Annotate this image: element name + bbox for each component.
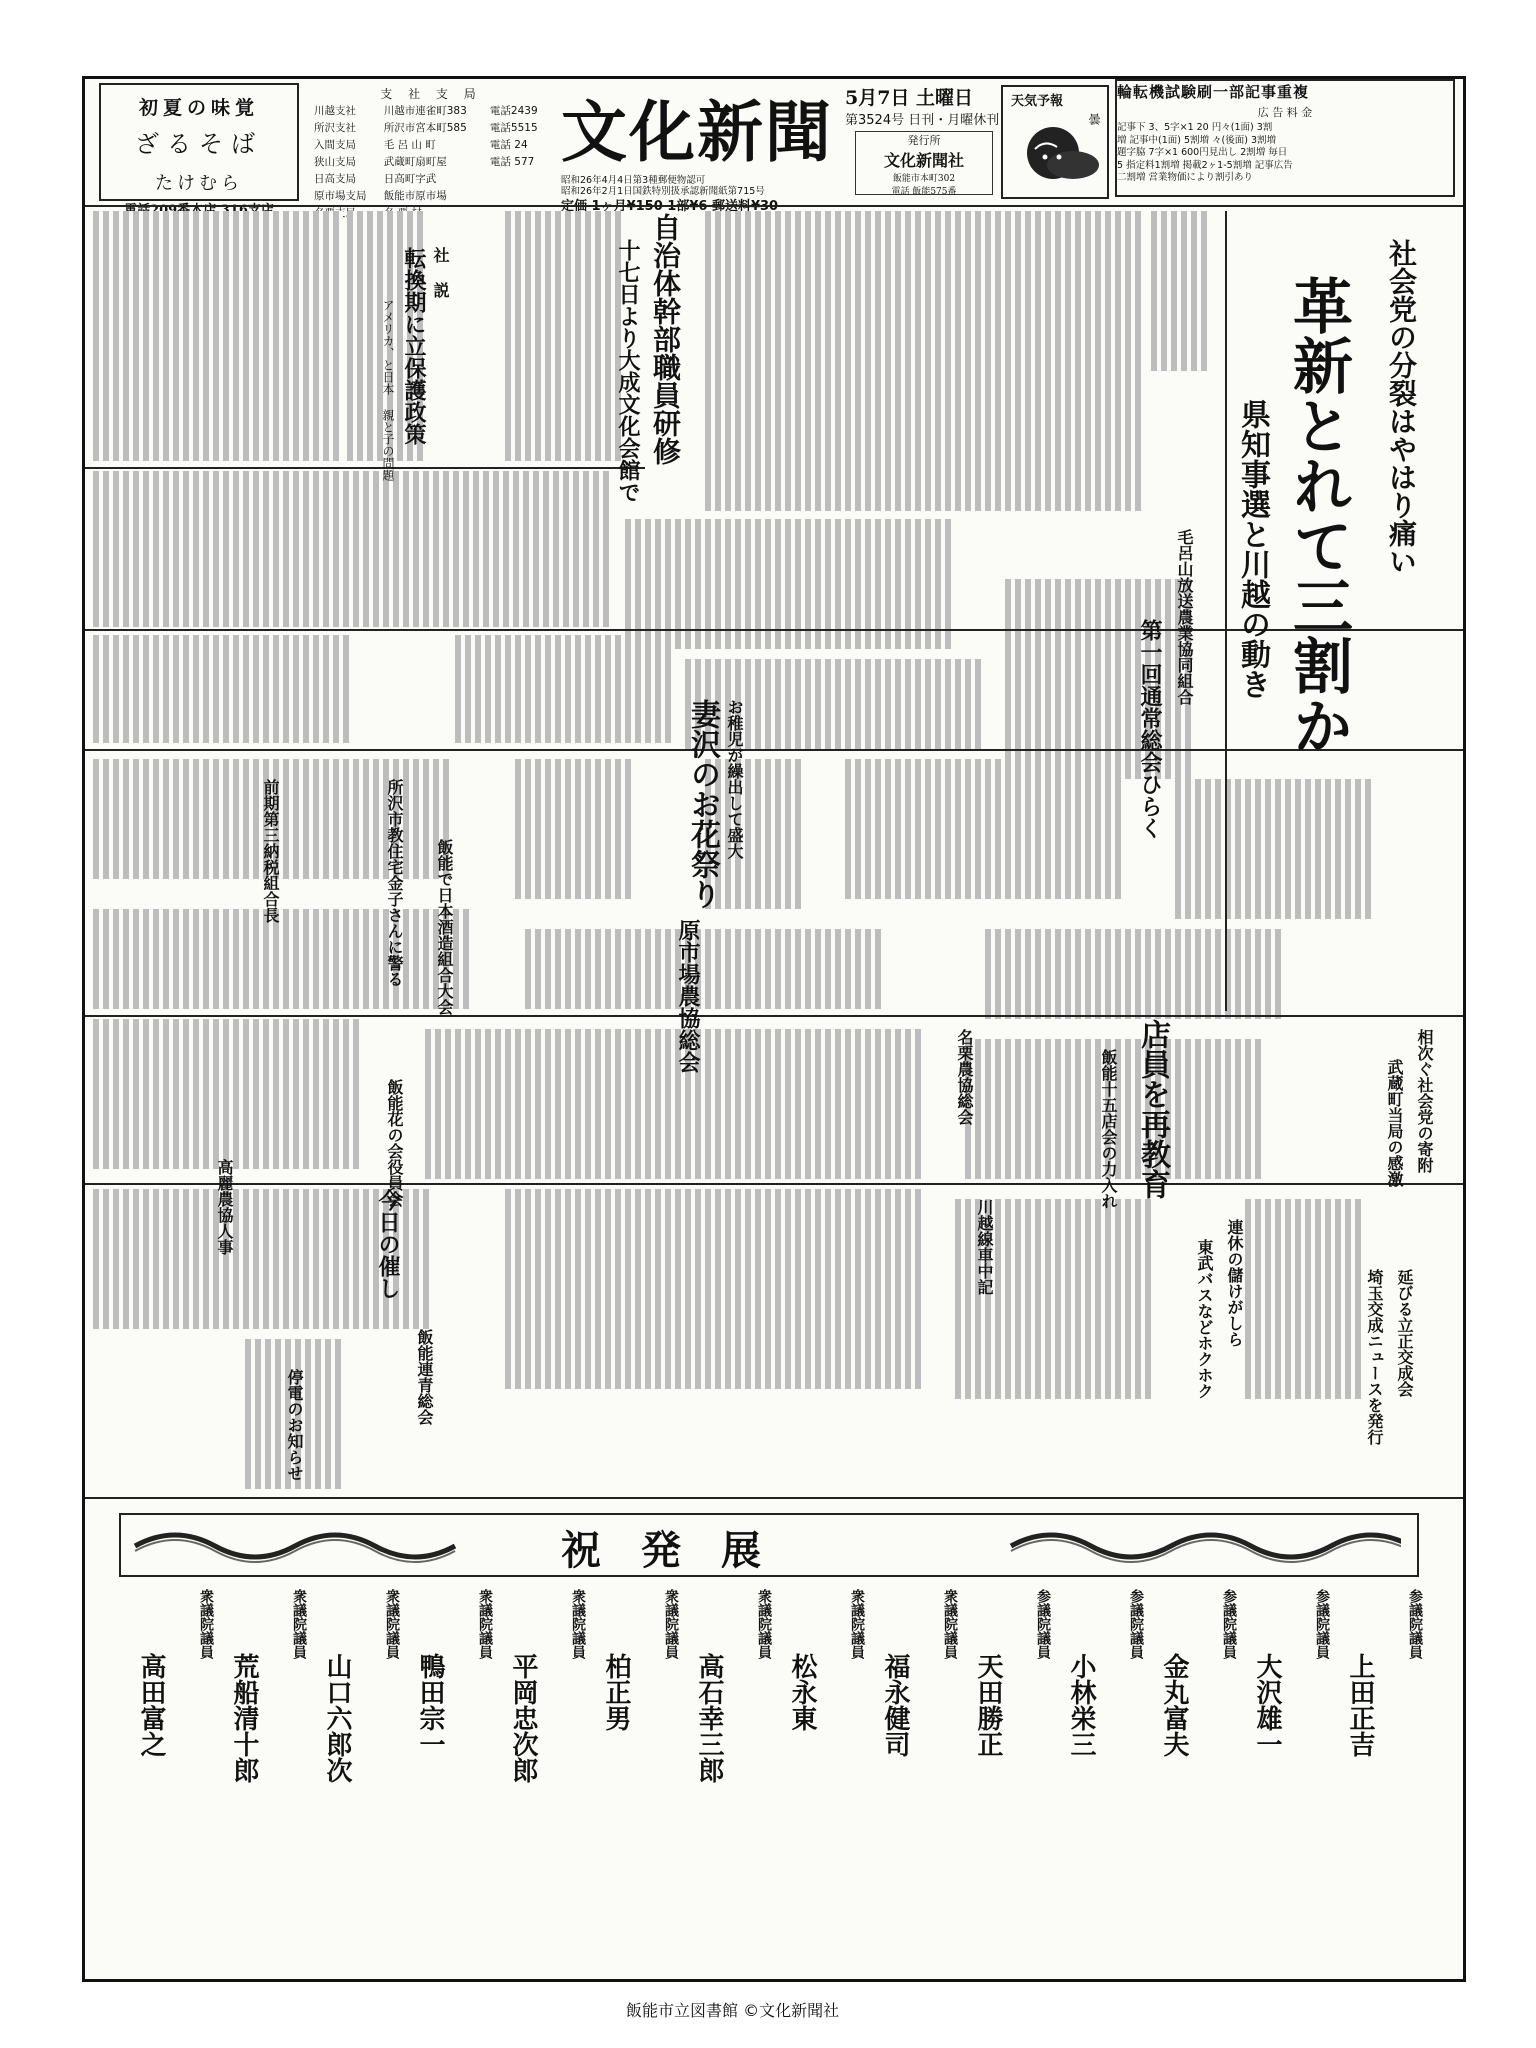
person-name: 荒船清十郎 — [229, 1653, 259, 1783]
article-body-block — [985, 929, 1285, 1019]
branch-tel: 電話2439 — [489, 105, 538, 117]
postal-registration — [561, 175, 765, 197]
registration-line: 昭和26年4月4日第3種郵便物認可 — [561, 175, 706, 186]
publisher-address: 飯能市本町302 — [892, 174, 956, 184]
ad-rate-line: 増 記事中(1面) 5割増 々(後面) 3割増 — [1117, 134, 1277, 146]
person-role: 衆議院議員 — [570, 1589, 586, 1659]
person-name: 大沢雄一 — [1252, 1653, 1282, 1757]
ad-dish: ざるそば — [135, 130, 263, 158]
article-body-block — [1245, 1199, 1365, 1399]
congrats-entry — [589, 1589, 685, 1939]
ad-rate-title: 広 告 料 金 — [1257, 106, 1313, 119]
headline-side: 県知事選と川越の動き — [1235, 399, 1270, 699]
article-body-block — [845, 759, 1125, 899]
person-role: 衆議院議員 — [663, 1589, 679, 1659]
article-body-block — [93, 471, 613, 627]
ornament-left-icon — [125, 1521, 485, 1571]
article-body-block — [525, 929, 885, 1009]
weather-condition: 曇 — [1087, 113, 1101, 125]
article-body-block — [1175, 779, 1375, 919]
headline-flower-assoc: 飯能花の会役員会 — [385, 1079, 404, 1207]
headline-local-coop: 原市場農協総会 — [675, 919, 701, 1073]
column-rule — [85, 1183, 1465, 1185]
branch-name: 入間支局 — [314, 139, 356, 151]
headline-today-events: 今日の催し — [375, 1189, 401, 1299]
person-role: 衆議院議員 — [849, 1589, 865, 1659]
headline-farm-coop: 毛呂山放送農業協同組合 — [1175, 529, 1194, 705]
person-role: 衆議院議員 — [384, 1589, 400, 1659]
person-role: 衆議院議員 — [477, 1589, 493, 1659]
person-role: 参議院議員 — [1221, 1589, 1237, 1659]
congrats-entry — [496, 1589, 592, 1939]
weather-box — [1001, 85, 1109, 199]
ornament-right-icon — [1001, 1521, 1401, 1571]
headline-koma-coop: 高麗農協人事 — [215, 1159, 234, 1255]
ad-season: 初夏の味覚 — [138, 97, 259, 119]
branch-tel: 電話5515 — [489, 122, 538, 134]
congrats-entry — [775, 1589, 871, 1939]
branch-addr: 毛 呂 山 町 — [383, 139, 436, 151]
headline-donation: 相次ぐ社会党の寄附 — [1415, 1029, 1434, 1173]
headline-rissei-sub: 埼玉交成ニュースを発行 — [1365, 1269, 1384, 1445]
person-name: 鴨田宗一 — [415, 1653, 445, 1757]
branch-row — [311, 170, 551, 187]
person-name: 金丸富夫 — [1159, 1653, 1189, 1757]
person-name: 天田勝正 — [973, 1653, 1003, 1757]
branch-addr: 所沢市宮本町585 — [383, 122, 467, 134]
headline-donation-sub: 武蔵町当局の感激 — [1385, 1059, 1404, 1187]
headline-bus: 連休の儲けがしら — [1225, 1219, 1244, 1347]
person-role: 参議院議員 — [1035, 1589, 1051, 1659]
branch-addr: 日高町字武 — [383, 173, 437, 185]
article-body-block — [93, 1019, 363, 1169]
headline-main: 革新とれて三割か — [1283, 275, 1353, 755]
ad-rate-line: 記事下 3、5字×1 20 円々(1面) 3割 — [1117, 122, 1273, 133]
ad-rate-line: 二割増 営業物価により割引あり — [1117, 172, 1254, 183]
person-role: 衆議院議員 — [291, 1589, 307, 1659]
person-role: 衆議院議員 — [198, 1589, 214, 1659]
branch-name: 狭山支局 — [314, 156, 356, 168]
ad-rate-line: 5 指定料1割増 掲載2ヶ1-5割増 記事広告 — [1117, 159, 1293, 171]
person-role: 衆議院議員 — [942, 1589, 958, 1659]
headline-sake: 飯能で日本酒造組合大会 — [435, 839, 454, 1015]
headline-farm-meeting: 第一回通常総会ひらく — [1137, 619, 1163, 839]
branch-table — [311, 102, 551, 221]
newspaper-title: 文化新聞 — [561, 93, 833, 171]
archive-credit: 飯能市立図書館 ©文化新聞社 — [626, 2001, 840, 2020]
congratulations-list — [119, 1589, 1429, 1939]
congrats-entry — [868, 1589, 964, 1939]
headline-youth-assembly: 飯能連青総会 — [415, 1329, 434, 1425]
headline-flower-main: 妻沢のお花祭り — [685, 699, 720, 909]
person-name: 山口六郎次 — [322, 1653, 352, 1783]
branch-name: 川越支社 — [314, 105, 356, 117]
congrats-entry — [1054, 1589, 1150, 1939]
article-body-block — [93, 211, 343, 461]
branch-tel: 電話 24 — [489, 139, 528, 151]
article-body-block — [515, 759, 635, 899]
headline-rissei: 延びる立正交成会 — [1395, 1269, 1414, 1397]
branch-row — [311, 102, 551, 119]
weather-cloud-icon — [1015, 113, 1101, 193]
branch-row — [311, 136, 551, 153]
person-name: 福永健司 — [880, 1653, 910, 1757]
headline-bus-sub: 東武バスなどホクホク — [1195, 1239, 1214, 1399]
article-body-block — [93, 635, 353, 743]
congrats-banner — [119, 1513, 1419, 1577]
headline-power-outage: 停電のお知らせ — [285, 1369, 304, 1481]
article-body-block — [1151, 211, 1211, 371]
person-role: 衆議院議員 — [756, 1589, 772, 1659]
branch-tel — [487, 187, 551, 204]
editorial-subtitle: アメリカ、と日本 親と子の問題 — [381, 299, 395, 481]
person-name: 高石幸三郎 — [694, 1653, 724, 1783]
headline-tax-union: 前期第三納税組合長 — [261, 779, 280, 923]
branch-name: 原市場支局 — [314, 190, 367, 202]
branch-name: 日高支局 — [314, 173, 356, 185]
ad-shop: たけむら — [155, 173, 243, 194]
headline-kawagoe-line: 川越線車中記 — [975, 1199, 994, 1295]
branch-tel — [487, 170, 551, 187]
person-name: 松永東 — [787, 1653, 817, 1731]
branch-tel: 電話 577 — [489, 156, 535, 168]
congrats-entry — [217, 1589, 313, 1939]
branch-addr: 武蔵町扇町屋 — [383, 156, 447, 168]
masthead-left-ad — [99, 83, 299, 201]
person-name: 柏正男 — [601, 1653, 631, 1731]
column-rule — [85, 1497, 1463, 1499]
person-name: 高田富之 — [136, 1653, 166, 1757]
publisher-box — [855, 131, 993, 195]
headline-naguri: 名栗農協総会 — [955, 1029, 974, 1125]
person-role: 参議院議員 — [1407, 1589, 1423, 1659]
person-role: 参議院議員 — [1314, 1589, 1330, 1659]
headline-flower-sub: お稚児が繰出して盛大 — [725, 699, 744, 859]
column-rule — [85, 467, 645, 469]
branch-addr: 川越市連雀町383 — [383, 105, 467, 117]
article-body-block — [93, 909, 473, 1009]
headline-staff-training: 店員を再教育 — [1135, 1019, 1170, 1199]
ad-rate-line: 題字脇 7字×1 600円見出し 2割増 毎日 — [1117, 147, 1288, 158]
column-rule — [85, 749, 1465, 751]
congrats-entry — [310, 1589, 406, 1939]
headline-training-sub: 十七日より大成文化会館で — [615, 239, 641, 503]
banner-title: 祝発展 — [561, 1527, 801, 1574]
ad-rate-box — [1115, 79, 1455, 197]
article-body-block — [455, 635, 675, 743]
person-name: 上田正吉 — [1345, 1653, 1375, 1757]
branch-directory — [311, 83, 551, 201]
editorial-title: 転換期に立保護政策 — [401, 247, 427, 445]
congrats-entry — [403, 1589, 499, 1939]
congrats-entry — [1333, 1589, 1429, 1939]
editorial-label: 社 説 — [431, 247, 450, 298]
headline-staff-sub: 飯能十五店会の力入れ — [1099, 1049, 1118, 1209]
ad-rate-headline: 輪転機試験刷一部記事重複 — [1117, 83, 1310, 101]
publisher-phone: 電話 飯能575番 — [891, 187, 957, 197]
weather-label: 天気予報 — [1011, 94, 1064, 109]
publisher-name: 文化新聞社 — [883, 151, 964, 170]
branch-row — [311, 187, 551, 204]
branch-name: 所沢支社 — [314, 122, 356, 134]
article-body-block — [705, 759, 805, 909]
article-body-block — [505, 211, 625, 461]
branch-row — [311, 153, 551, 170]
person-name: 小林栄三 — [1066, 1653, 1096, 1757]
masthead-divider — [85, 205, 1463, 207]
publisher-label: 発行所 — [907, 134, 941, 147]
column-rule — [85, 1015, 1465, 1017]
article-body-block — [505, 1189, 925, 1389]
branch-addr: 飯能市原市場 — [383, 190, 447, 202]
congrats-entry — [124, 1589, 220, 1939]
branch-row — [311, 119, 551, 136]
branch-heading: 支 社 支 局 — [380, 87, 482, 101]
congrats-entry — [682, 1589, 778, 1939]
newspaper-page — [82, 76, 1466, 1982]
issue-date: 5月7日 土曜日 — [845, 87, 974, 109]
headline-training: 自治体幹部職員研修 — [649, 213, 682, 465]
article-body-block — [705, 211, 1145, 511]
issue-number: 第3524号 日刊・月曜休刊 — [845, 113, 1000, 128]
person-role: 参議院議員 — [1128, 1589, 1144, 1659]
headline-party-split: 社会党の分裂はやはり痛い — [1385, 239, 1418, 575]
congrats-entry — [1147, 1589, 1243, 1939]
headline-tokorozawa: 所沢市教住宅金子さんに警る — [385, 779, 404, 987]
congrats-entry — [961, 1589, 1057, 1939]
person-name: 平岡忠次郎 — [508, 1653, 538, 1783]
congrats-entry — [1240, 1589, 1336, 1939]
registration-line: 昭和26年2月1日国鉄特別扱承認新聞紙第715号 — [561, 186, 765, 197]
column-rule — [1225, 211, 1227, 1011]
